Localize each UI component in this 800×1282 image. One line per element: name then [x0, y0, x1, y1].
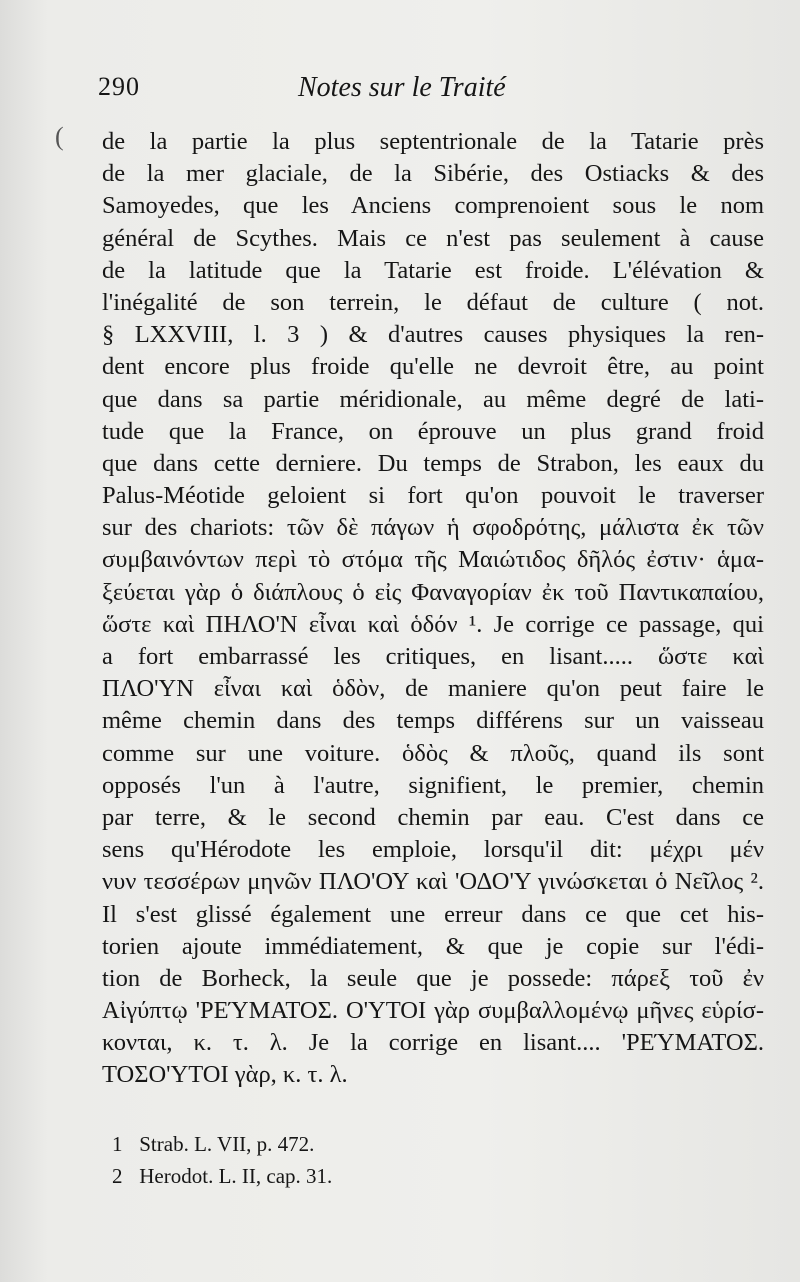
text-line: νυν τεσσέρων μηνῶν ΠΛΟ'ΟΥ καὶ 'ΟΔΟ'Υ γινώσκεται ὁ Νεῖλος ². — [102, 868, 764, 896]
text-line: συμβαινόντων περὶ τὸ στόμα τῆς Μαιώτιδος δῆλός ἐστιν· ἁμα- — [102, 546, 764, 574]
text-line: sur des chariots: τῶν δὲ πάγων ἡ σφοδρότης, μάλιστα ἐκ τῶν — [102, 514, 764, 542]
text-line: comme sur une voiture. ὁδὸς & πλοῦς, quand ils sont — [102, 739, 764, 767]
footnote-text: Herodot. L. II, cap. 31. — [139, 1164, 333, 1188]
text-line: Palus-Méotide geloient si fort qu'on pouvoit le traverser — [102, 482, 764, 510]
text-line: l'inégalité de son terrein, le défaut de culture ( not. — [102, 288, 764, 316]
text-line: Αἰγύπτῳ 'ΡΕΎΜΑΤΟΣ. Ο'ΥΤΟΙ γὰρ συμβαλλομένῳ μῆνες εὑρίσ- — [102, 997, 764, 1025]
footnotes — [112, 1128, 612, 1192]
text-line: sens qu'Hérodote les emploie, lorsqu'il dit: μέχρι μέν — [102, 836, 764, 864]
text-line: de la latitude que la Tatarie est froide. L'élévation & — [102, 256, 764, 284]
text-line: opposés l'un à l'autre, signifient, le premier, chemin — [102, 771, 764, 799]
text-line: ΠΛΟ'ΥΝ εἶναι καὶ ὁδὸν, de maniere qu'on peut faire le — [102, 675, 764, 703]
text-line: de la partie la plus septentrionale de la Tatarie près — [102, 128, 764, 155]
text-line: que dans sa partie méridionale, au même degré de lati- — [102, 385, 764, 413]
page-number: 290 — [98, 72, 140, 101]
text-line: même chemin dans des temps différens sur un vaisseau — [102, 707, 764, 735]
text-line: général de Scythes. Mais ce n'est pas seulement à cause — [102, 224, 764, 252]
text-line: Il s'est glissé également une erreur dans ce que cet his- — [102, 900, 764, 928]
text-line: ὥστε καὶ ΠΗΛΟ'Ν εἶναι καὶ ὁδόν ¹. Je corrige ce passage, qui — [102, 610, 764, 638]
text-line: torien ajoute immédiatement, & que je copie sur l'édi- — [102, 932, 764, 960]
text-line: dent encore plus froide qu'elle ne devroit être, au point — [102, 353, 764, 381]
text-line: Samoyedes, que les Anciens comprenoient sous le nom — [102, 192, 764, 220]
text-line: de la mer glaciale, de la Sibérie, des Ostiacks & des — [102, 160, 764, 188]
text-line: par terre, & le second chemin par eau. C'est dans ce — [102, 803, 764, 831]
text-line: tude que la France, on éprouve un plus grand froid — [102, 417, 764, 445]
body-text — [102, 126, 764, 1092]
margin-bracket: ( — [55, 122, 64, 151]
text-line: § LXXVIII, l. 3 ) & d'autres causes physiques la ren- — [102, 321, 764, 349]
text-line: que dans cette derniere. Du temps de Strabon, les eaux du — [102, 449, 764, 477]
footnote-number: 2 — [112, 1164, 123, 1188]
footnote — [112, 1128, 612, 1160]
text-line: κονται, κ. τ. λ. Je la corrige en lisant.... 'ΡΕΎΜΑΤΟΣ. — [102, 1029, 764, 1057]
text-line: a fort embarrassé les critiques, en lisant..... ὥστε καὶ — [102, 643, 764, 670]
page-header — [98, 72, 758, 112]
text-line: ΤΟΣΟ'ΥΤΟΙ γὰρ, κ. τ. λ. — [102, 1061, 348, 1089]
text-line: tion de Borheck, la seule que je possede: πάρεξ τοῦ ἐν — [102, 964, 764, 992]
footnote — [112, 1160, 612, 1192]
footnote-number: 1 — [112, 1132, 123, 1156]
running-title: Notes sur le Traité — [298, 72, 506, 103]
text-line: ξεύεται γὰρ ὁ διάπλους ὁ εἰς Φαναγορίαν ἐκ τοῦ Παντικαπαίου, — [102, 578, 764, 606]
footnote-text: Strab. L. VII, p. 472. — [139, 1132, 315, 1156]
